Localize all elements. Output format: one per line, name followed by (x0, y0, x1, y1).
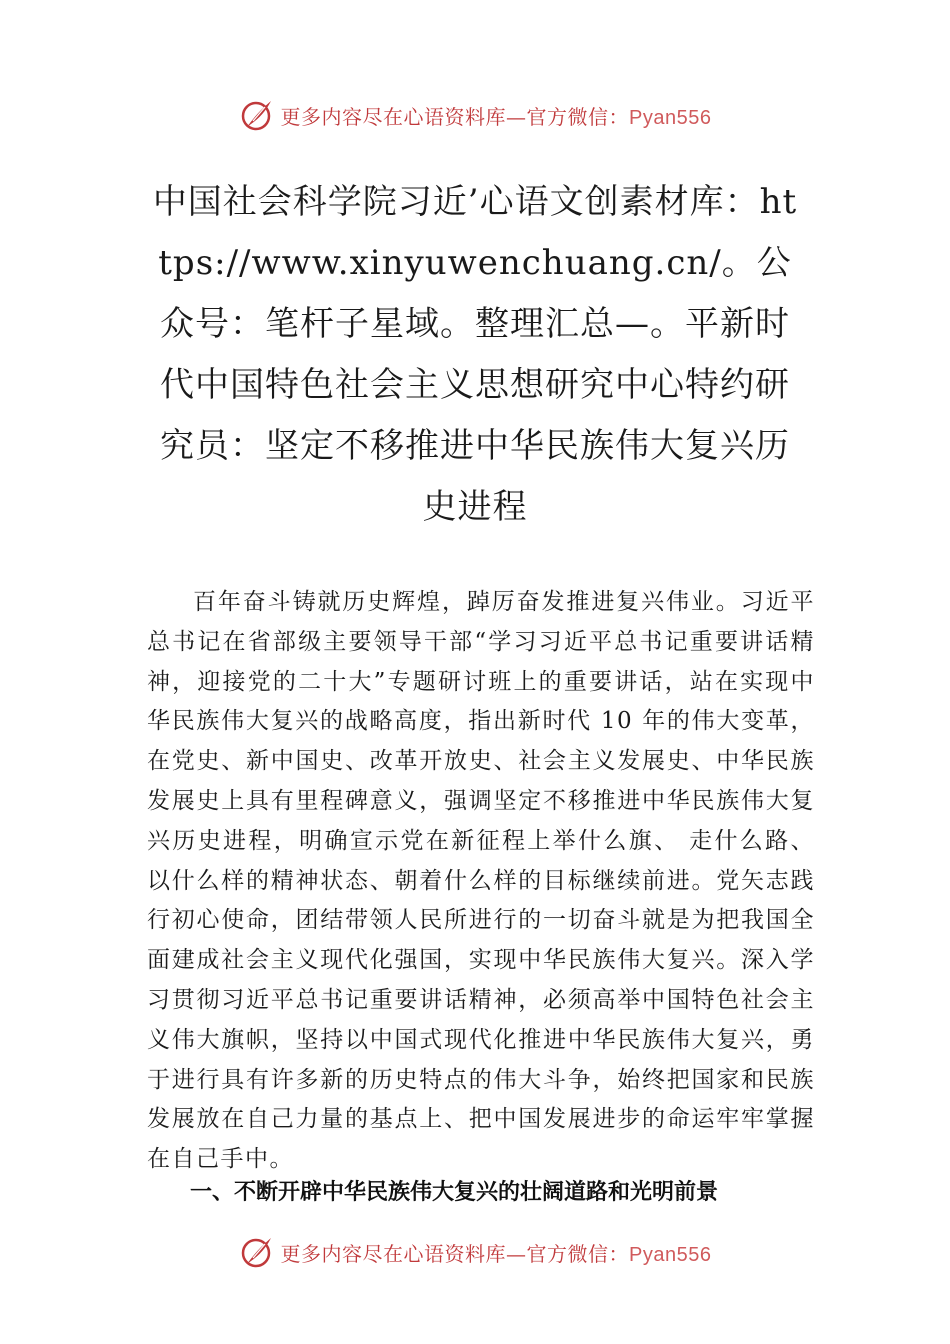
header-banner-text (281, 101, 712, 130)
footer-wechat-label: 官方微信： (526, 1241, 630, 1266)
footer-banner (0, 1232, 950, 1272)
header-wechat-id: Pyan556 (629, 106, 712, 129)
document-title: 中国社会科学院习近’心语文创素材库：https://www.xinyuwenchuang.cn/。公众号：笔杆子星域。整理汇总—。平新时代中国特色社会主义思想研究中心特约研究员：坚定不移推进中华民族伟大复兴历史进程 (152, 182, 798, 527)
header-slogan: 更多内容尽在心语资料库 (280, 104, 507, 129)
footer-wechat-id: Pyan556 (629, 1243, 712, 1266)
footer-slogan: 更多内容尽在心语资料库 (280, 1241, 507, 1266)
footer-dash: — (506, 1241, 527, 1266)
footer-banner-text (281, 1238, 712, 1267)
body-paragraph: 百年奋斗铸就历史辉煌，踔厉奋发推进复兴伟业。习近平总书记在省部级主要领导干部“学习习近平总书记重要讲话精神，迎接党的二十大”专题研讨班上的重要讲话，站在实现中华民族伟大复兴的战略高度，指出新时代 10 年的伟大变革，在党史、新中国史、改革开放史、社会主义发展史、中华民族发展史上具有里程碑意义，强调坚定不移推进中华民族伟大复兴历史进程，明确宣示党在新征程上举什么旗、 走什么路、以什么样的精神状态、朝着什么样的目标继续前进。党矢志践行初心使命，团结带领人民所进行的一切奋斗就是为把我国全面建成社会主义现代化强国，实现中华民族伟大复兴。深入学习贯彻习近平总书记重要讲话精神，必须高举中国特色社会主义伟大旗帜，坚持以中国式现代化推进中华民族伟大复兴，勇于进行具有许多新的历史特点的伟大斗争，始终把国家和民族发展放在自己力量的基点上、把中国发展进步的命运牢牢掌握在自己手中。 (147, 589, 815, 1173)
header-banner (0, 95, 950, 135)
section-heading: 一、不断开辟中华民族伟大复兴的壮阔道路和光明前景 (190, 1180, 719, 1205)
header-dash: — (506, 104, 527, 129)
quill-pen-logo-icon (239, 1234, 275, 1270)
header-wechat-label: 官方微信： (526, 104, 630, 129)
quill-pen-logo-icon (239, 97, 275, 133)
